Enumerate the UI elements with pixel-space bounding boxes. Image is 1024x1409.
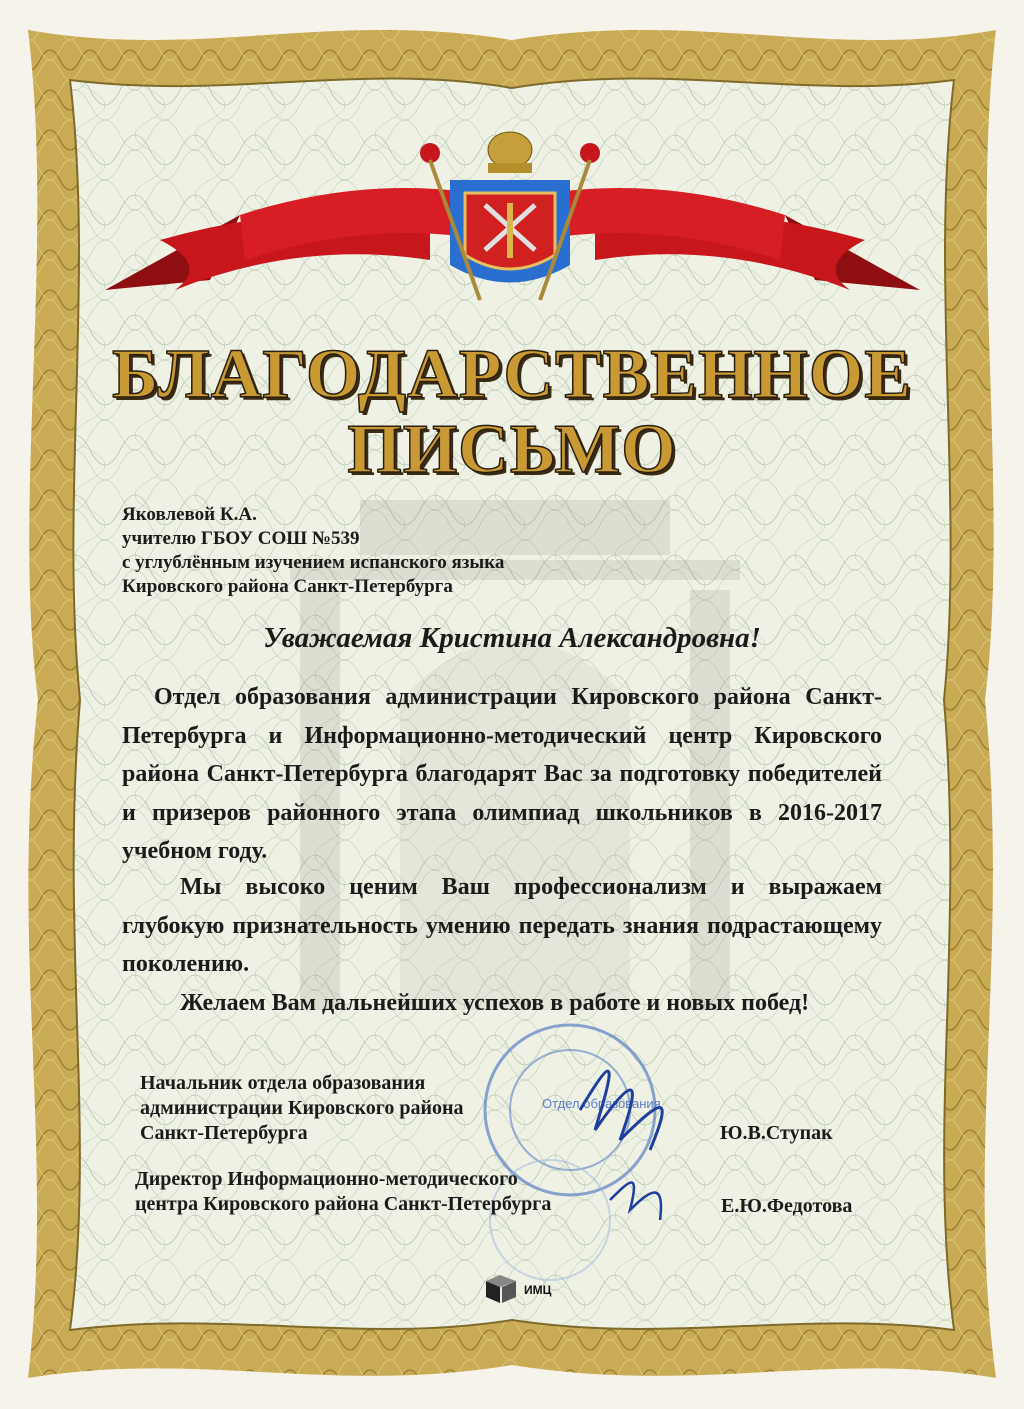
paragraph-text: Желаем Вам дальнейших успехов в работе и новых побед! (180, 990, 810, 1016)
addressee-line: Кировского района Санкт-Петербурга (122, 576, 453, 597)
addressee-line: учителю ГБОУ СОШ №539 (122, 528, 360, 549)
signatory-1-position-line: администрации Кировского района (140, 1097, 464, 1119)
signatory-2-position-line: центра Кировского района Санкт-Петербурга (135, 1193, 552, 1215)
paragraph-text: Отдел образования администрации Кировского района Санкт-Петербурга и Информационно-методический центр Кировского района Санкт-Петербурга благодарят Вас за подготовку победителей и призеров районного этапа олимпиад школьников в 2016-2017 учебном году. (122, 684, 882, 864)
greeting: Уважаемая Кристина Александровна! (263, 622, 761, 654)
body-paragraph-1 (122, 678, 882, 871)
addressee-block (122, 503, 504, 599)
signatory-1-name: Ю.В.Ступак (720, 1122, 833, 1144)
official-stamp (470, 1020, 700, 1310)
logo-text: ИМЦ (524, 1283, 552, 1297)
body-paragraph-2 (122, 868, 882, 984)
stamp-text: Отдел образования (542, 1096, 661, 1111)
signatory-2-name: Е.Ю.Федотова (721, 1195, 853, 1217)
imc-logo-icon (484, 1275, 518, 1305)
paragraph-text: Мы высоко ценим Ваш профессионализм и выражаем глубокую признательность умению передать знания подрастающему поколению. (122, 874, 882, 977)
imc-logo (484, 1275, 551, 1305)
st-petersburg-coat-of-arms-icon (410, 125, 610, 310)
addressee-line: Яковлевой К.А. (122, 504, 257, 525)
title-line-1: БЛАГОДАРСТВЕННОЕ (112, 336, 912, 413)
signatory-1-position-line: Начальник отдела образования (140, 1072, 426, 1094)
signatory-1-position-line: Санкт-Петербурга (140, 1122, 308, 1144)
body-paragraph-3 (122, 984, 882, 1023)
title-line-2: ПИСЬМО (347, 411, 677, 488)
signatory-2-position-line: Директор Информационно-методического (135, 1168, 518, 1190)
signature (610, 1183, 661, 1221)
addressee-line: с углублённым изучением испанского языка (122, 552, 505, 573)
